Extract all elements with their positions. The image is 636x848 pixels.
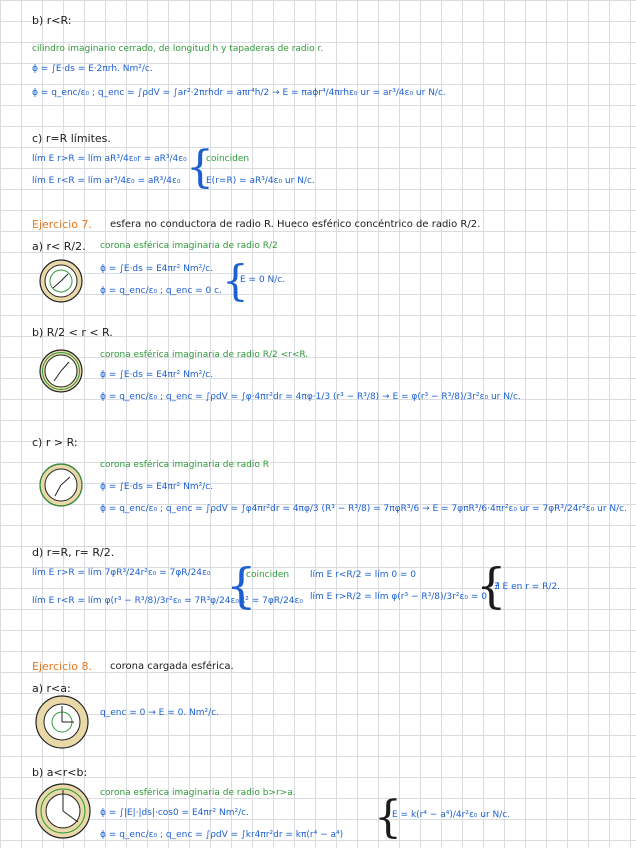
ex8-a-heading: a) r<a: [32,682,71,695]
ex7-b-charge-line: ϕ = q_enc/ε₀ ; q_enc = ∫ρdV = ∫φ·4πr²dr = 4πφ·1/3 (r³ − R³/8) → E = φ(r³ − R³/8)/3r²ε₀ ur N/c. [100,392,521,402]
ex7-d-coincide: coinciden [246,570,290,580]
exercise-8-title: Ejercicio 8. [32,660,92,673]
ex7-a-charge-line: ϕ = q_enc/ε₀ ; q_enc = 0 c. [100,286,222,296]
ex7-d-result: ∄ E en r = R/2. [494,582,561,592]
ex7-d-limit-r-half-inner: lím E r<R/2 = lím 0 = 0 [310,570,417,580]
ex8-b-charge-line: ϕ = q_enc/ε₀ ; q_enc = ∫ρdV = ∫kr4πr²dr = kπ(r⁴ − a⁴) [100,830,344,840]
sphere-diagram-icon [38,462,84,508]
ex7-b-description: corona esférica imaginaria de radio R/2 <r<R. [100,350,309,360]
sphere-diagram-icon [38,348,84,394]
ex7-c-flux-line: ϕ = ∫E·ds = E4πr² Nm²/c. [100,482,214,492]
ex7-d-result-brace: { [476,558,507,614]
section-c-result: E(r=R) = aR³/4ε₀ ur N/c. [206,176,315,186]
section-c-brace: { [186,142,214,193]
section-c-coincide: coinciden [206,154,250,164]
ex8-a-line: q_enc = 0 → E = 0. Nm²/c. [100,708,219,718]
section-b-heading: b) r<R: [32,14,72,27]
ex7-d-brace: { [226,558,257,614]
section-b-charge-line: ϕ = q_enc/ε₀ ; q_enc = ∫ρdV = ∫ar²·2πrhdr = aπr⁴h/2 → E = πaϕr⁴/4πrhε₀ ur = ar³/4ε₀ ur N/c. [32,88,446,98]
ex7-d-limit-outer: lím E r>R = lím 7φR³/24r²ε₀ = 7φR/24ε₀ [32,568,211,578]
section-b-description: cilindro imaginario cerrado, de longitud h y tapaderas de radio r. [32,44,324,54]
ex7-c-heading: c) r > R: [32,436,78,449]
section-c-heading: c) r=R límites. [32,132,111,145]
sphere-diagram-icon [38,258,84,304]
ex8-b-flux-line: ϕ = ∫|E|·|ds|·cos0 = E4πr² Nm²/c. [100,808,249,818]
ex7-b-heading: b) R/2 < r < R. [32,326,113,339]
ex7-a-heading: a) r< R/2. [32,240,86,253]
ex7-d-limit-inner: lím E r<R = lím φ(r³ − R³/8)/3r²ε₀ = 7R³φ/24ε₀R² = 7φR/24ε₀ [32,596,303,606]
ex7-b-flux-line: ϕ = ∫E·ds = E4πr² Nm²/c. [100,370,214,380]
ex7-a-flux-line: ϕ = ∫E·ds = E4πr² Nm²/c. [100,264,214,274]
ex7-d-limit-r-half-outer: lím E r>R/2 = lím φ(r³ − R³/8)/3r²ε₀ = 0 [310,592,487,602]
section-c-limit-inner: lím E r<R = lím ar³/4ε₀ = aR³/4ε₀ [32,176,181,186]
ex7-d-heading: d) r=R, r= R/2. [32,546,115,559]
ex7-a-description: corona esférica imaginaria de radio R/2 [100,241,278,251]
section-b-flux-line: ϕ = ∫E·ds = E·2πrh. Nm²/c. [32,64,153,74]
sphere-diagram-icon [34,694,90,750]
exercise-8-statement: corona cargada esférica. [110,661,234,672]
ex7-c-charge-line: ϕ = q_enc/ε₀ ; q_enc = ∫ρdV = ∫φ4πr²dr = 4πφ/3 (R³ − R³/8) = 7πφR³/6 → E = 7φπR³/6·4πr²ε₀ ur = 7φR³/24r²ε₀ ur N/c. [100,504,627,514]
sphere-diagram-icon [34,782,92,840]
ex7-c-description: corona esférica imaginaria de radio R [100,460,269,470]
ex8-b-brace: { [374,792,402,843]
ex8-b-heading: b) a<r<b: [32,766,88,779]
exercise-7-statement: esfera no conductora de radio R. Hueco esférico concéntrico de radio R/2. [110,219,481,230]
ex8-b-description: corona esférica imaginaria de radio b>r>a. [100,788,296,798]
section-c-limit-outer: lím E r>R = lím aR³/4ε₀r = aR³/4ε₀ [32,154,187,164]
ex8-b-result: E = k(r⁴ − a⁴)/4r²ε₀ ur N/c. [392,810,511,820]
exercise-7-title: Ejercicio 7. [32,218,92,231]
ex7-a-result: E = 0 N/c. [240,275,286,285]
ex7-a-brace: { [222,256,249,305]
